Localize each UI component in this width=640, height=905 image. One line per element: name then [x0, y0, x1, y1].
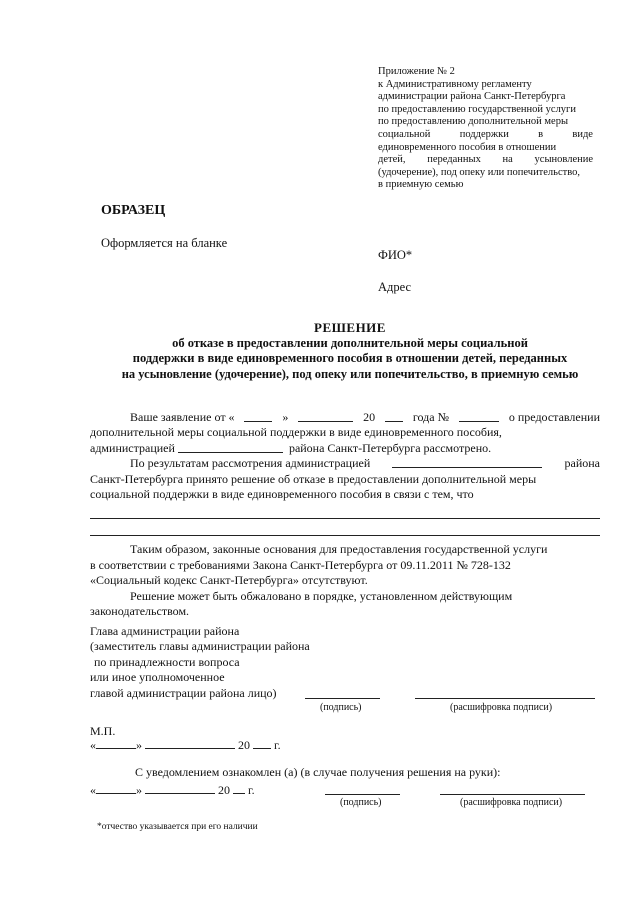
annex-line: в приемную семью: [378, 179, 464, 191]
decode-line: [415, 698, 595, 699]
blank-admin-2: [392, 456, 542, 468]
blank-year: [253, 737, 271, 749]
blank-note: Оформляется на бланке: [101, 236, 228, 250]
body-line: законодательством.: [90, 604, 190, 619]
annex-word: детей,: [378, 154, 406, 166]
body-line: Таким образом, законные основания для предоставления государственной услуги: [130, 542, 548, 557]
annex-line: [378, 129, 593, 142]
blank-month: [145, 782, 215, 794]
annex-line: администрации района Санкт-Петербурга: [378, 91, 566, 103]
body-line: Решение может быть обжаловано в порядке, установленном действующим: [130, 588, 513, 603]
reason-line: [90, 504, 600, 519]
annex-line: [378, 154, 593, 167]
annex-header: [378, 66, 593, 192]
annex-line: единовременного пособия в отношении: [378, 141, 557, 153]
body-line: Ваше заявление от « » 20 года № о предоставлении: [130, 410, 600, 424]
annex-word: в: [538, 128, 544, 140]
decision-subtitle-line: об отказе в предоставлении дополнительной меры социальной: [172, 335, 528, 350]
decision-subtitle-line: на усыновление (удочерение), под опеку или попечительство, в приемную семью: [121, 366, 579, 381]
body-line: в соответствии с требованиями Закона Санкт-Петербурга от 09.11.2011 № 728-132: [90, 557, 511, 572]
sample-label: ОБРАЗЕЦ: [101, 203, 166, 218]
signatory-line: (заместитель главы администрации района: [90, 639, 310, 654]
blank-number: [459, 410, 499, 422]
decode-caption: (расшифровка подписи): [460, 797, 563, 808]
address-label: Адрес: [378, 280, 412, 294]
blank-month: [298, 410, 353, 422]
blank-year: [233, 782, 245, 794]
body-line: социальной поддержки в виде единовременного пособия в связи с тем, что: [90, 487, 474, 502]
fio-label: ФИО*: [378, 248, 413, 262]
notice-text: С уведомлением ознакомлен (а) (в случае получения решения на руки):: [135, 765, 501, 779]
annex-word: на: [502, 154, 513, 166]
signature-caption: (подпись): [340, 797, 382, 808]
body-line: Санкт-Петербурга принято решение об отказе в предоставлении дополнительной меры: [90, 471, 537, 486]
decision-body: [90, 410, 600, 619]
signatory-line: или иное уполномоченное: [90, 670, 225, 685]
footnote: *отчество указывается при его наличии: [97, 822, 258, 832]
signature-line: [325, 794, 400, 795]
blank-day: [244, 410, 272, 422]
annex-word: поддержки: [459, 128, 509, 140]
annex-line: Приложение № 2: [378, 66, 455, 77]
blank-admin: [178, 441, 283, 453]
signatory-line: Глава администрации района: [90, 624, 240, 638]
date-line: « » 20 г.: [90, 738, 281, 752]
annex-word: виде: [572, 128, 593, 140]
decode-line: [440, 794, 585, 795]
blank-month: [145, 737, 235, 749]
annex-line: к Административному регламенту: [378, 78, 532, 90]
annex-line: по предоставлению государственной услуги: [378, 103, 576, 115]
decision-subtitle-line: поддержки в виде единовременного пособия в отношении детей, переданных: [132, 351, 568, 365]
date-line: « » 20 г.: [90, 783, 255, 797]
body-line: дополнительной меры социальной поддержки в виде единовременного пособия,: [90, 425, 502, 440]
blank-day: [96, 782, 136, 794]
reason-line: [90, 521, 600, 536]
signature-caption: (подпись): [320, 701, 362, 713]
body-line: администрацией района Санкт-Петербурга рассмотрено.: [90, 440, 492, 455]
annex-line: по предоставлению дополнительной меры: [378, 116, 569, 128]
decision-heading: РЕШЕНИЕ: [314, 320, 386, 335]
annex-line: (удочерение), под опеку или попечительство,: [378, 166, 580, 178]
signatory-line: главой администрации района лицо) (подпись) (расшифровка подписи): [90, 686, 610, 701]
blank-year: [385, 410, 403, 422]
seal-place: М.П.: [90, 724, 116, 738]
decode-caption: (расшифровка подписи): [450, 701, 553, 713]
signature-block: [90, 624, 610, 713]
signature-line: [305, 698, 380, 699]
annex-word: социальной: [378, 128, 431, 140]
signatory-line: по принадлежности вопроса: [94, 654, 240, 669]
body-line: «Социальный кодекс Санкт-Петербурга» отсутствуют.: [90, 573, 368, 588]
decision-title: [90, 320, 610, 382]
blank-day: [96, 737, 136, 749]
annex-word: усыновление: [534, 154, 593, 166]
body-line: По результатам рассмотрения администрацией района: [130, 456, 600, 471]
annex-word: переданных: [427, 154, 481, 166]
